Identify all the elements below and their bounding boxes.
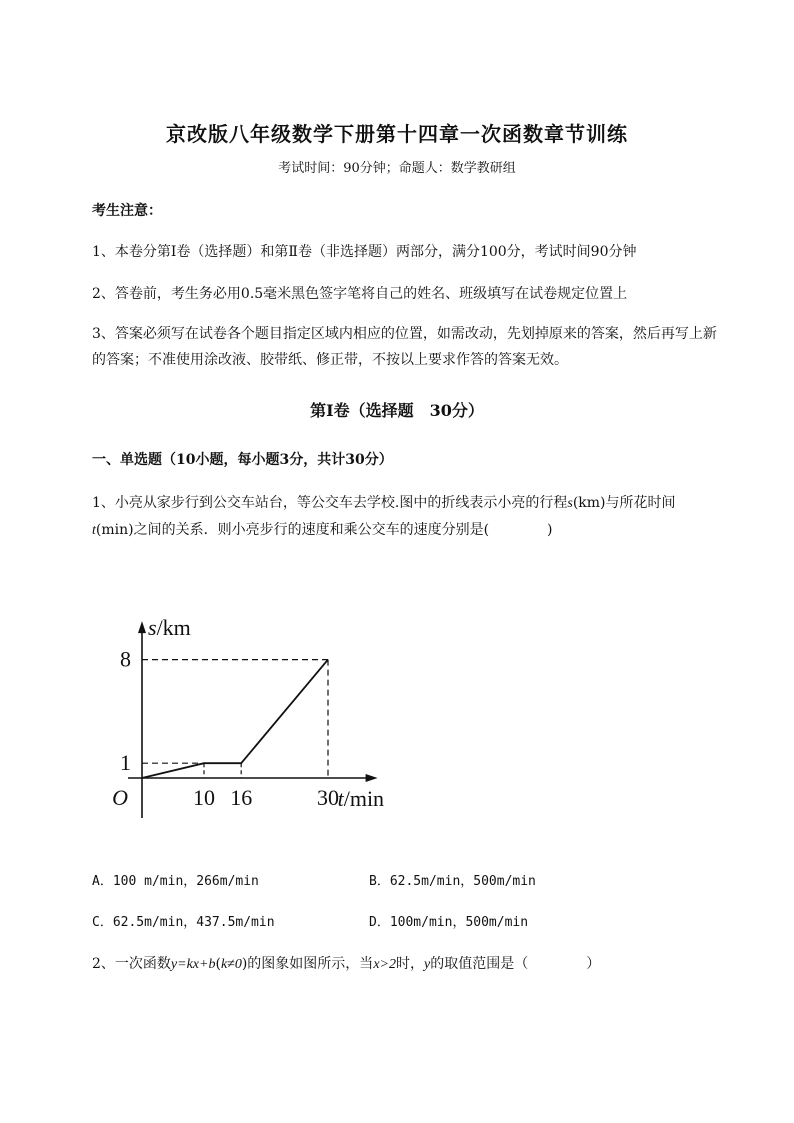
question-1-text: 1、小亮从家步行到公交车站台，等公交车去学校.图中的折线表示小亮的行程	[92, 495, 568, 511]
y-tick-label-8: 8	[120, 646, 131, 672]
x-inequality: x>2	[373, 957, 396, 972]
question-2-text: )的图象如图所示，当	[241, 956, 374, 972]
page-title: 京改版八年级数学下册第十四章一次函数章节训练	[166, 122, 628, 146]
question-1-text-2: (min)之间的关系．则小亮步行的速度和乘公交车的速度分别是(	[95, 522, 490, 538]
section-title: 第Ⅰ卷（选择题 30分）	[310, 401, 484, 420]
x-tick-label-16: 16	[230, 785, 253, 810]
y-axis-label: s/km	[148, 615, 191, 641]
option-d[interactable]: D．100m/min，500m/min	[369, 915, 529, 930]
question-1-line-2	[92, 519, 553, 539]
origin-label: O	[112, 785, 128, 810]
option-b[interactable]: B．62.5m/min，500m/min	[369, 874, 536, 889]
question-2-paren: (	[215, 956, 221, 972]
x-axis-arrow	[366, 774, 378, 782]
notice-item-1: 1、本卷分第Ⅰ卷（选择题）和第Ⅱ卷（非选择题）两部分，满分100分，考试时间90分钟	[92, 244, 637, 260]
question-1-line-1	[92, 492, 676, 512]
series-line	[142, 660, 328, 778]
y-variable: y	[423, 957, 431, 972]
notice-item-3: 3、答案必须写在试卷各个题目指定区域内相应的位置，如需改动，先划掉原来的答案，然后再写上新的答案；不准使用涂改液、胶带纸、修正带，不按以上要求作答的答案无效。	[92, 326, 717, 368]
notice-item-2: 2、答卷前，考生务必用0.5毫米黑色签字笔将自己的姓名、班级填写在试卷规定位置上	[92, 286, 628, 302]
answer-close: )	[547, 522, 553, 538]
y-tick-label-1: 1	[120, 750, 131, 776]
question-2	[92, 953, 600, 973]
question-2-prefix: 2、一次函数	[92, 956, 171, 972]
question-2-suffix: 的取值范围是（	[430, 956, 529, 972]
question-1-text-suffix: (km)与所花时间	[572, 495, 676, 511]
exam-info: 考试时间：90分钟；命题人：数学教研组	[278, 161, 516, 176]
x-axis-label: t/min	[337, 786, 385, 811]
option-c[interactable]: C．62.5m/min，437.5m/min	[92, 915, 275, 930]
x-tick-label-10: 10	[193, 785, 215, 810]
question-2-when: 时，	[395, 956, 424, 972]
function-expression: y=kx+b	[170, 957, 216, 972]
time-variable: t	[92, 523, 96, 538]
question-2-close: ）	[586, 956, 601, 972]
x-tick-label-30: 30	[317, 785, 339, 810]
y-axis-arrow	[138, 621, 146, 633]
option-a[interactable]: A．100 m/min，266m/min	[92, 874, 259, 889]
distance-time-chart	[110, 560, 420, 825]
notice-heading: 考生注意：	[92, 203, 162, 219]
k-condition: k≠0	[220, 957, 242, 972]
part-heading: 一、单选题（10小题，每小题3分，共计30分）	[92, 452, 393, 468]
distance-variable: s	[567, 496, 573, 511]
